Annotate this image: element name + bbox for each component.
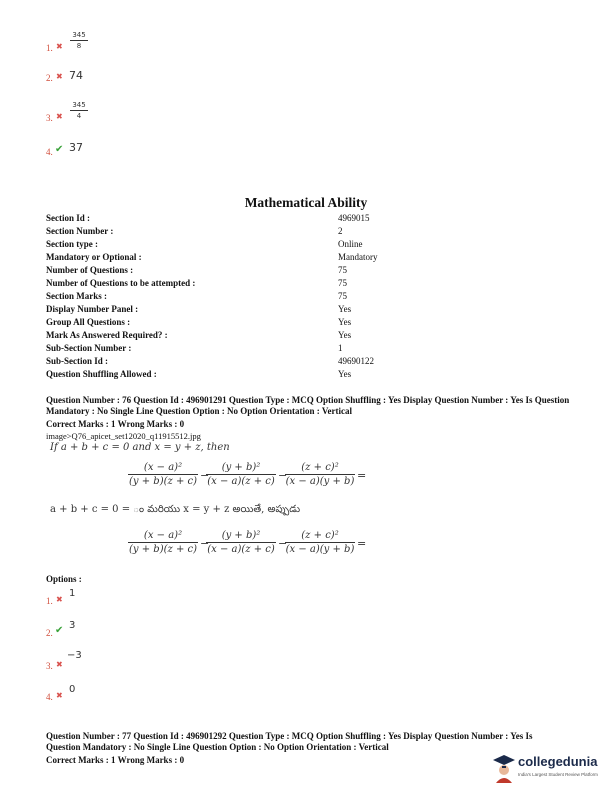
- fraction-term-2: [206, 530, 276, 555]
- option-value: 37: [69, 141, 83, 154]
- info-value: 4969015: [338, 213, 370, 223]
- fraction-term-1: [128, 462, 198, 487]
- option-number: 4.: [46, 147, 53, 157]
- fraction-term-2: [206, 462, 276, 487]
- minus-sign: −: [200, 469, 210, 482]
- denominator: (x − a)(z + c): [207, 476, 275, 487]
- question-marks: Correct Marks : 1 Wrong Marks : 0: [46, 755, 185, 765]
- question-image-label: image>Q76_apicet_set12020_q11915512.jpg: [46, 431, 201, 441]
- info-label: Section type :: [46, 239, 98, 249]
- info-label: Question Shuffling Allowed :: [46, 369, 157, 379]
- option-value: 1: [69, 588, 76, 599]
- info-label: Display Number Panel :: [46, 304, 139, 314]
- minus-sign: −: [278, 537, 288, 550]
- info-label: Sub-Section Id :: [46, 356, 109, 366]
- option-number: 2.: [46, 628, 53, 638]
- option-value: 3: [69, 620, 76, 631]
- fraction-denominator: 4: [76, 112, 82, 120]
- info-value: 49690122: [338, 356, 374, 366]
- info-value: 2: [338, 226, 343, 236]
- option-number: 2.: [46, 73, 53, 83]
- info-label: Section Id :: [46, 213, 91, 223]
- option-number: 4.: [46, 692, 53, 702]
- option-fraction: [70, 31, 88, 50]
- question-header: Question Number : 77 Question Id : 496901292 Question Type : MCQ Option Shuffling : Yes Display Question Number : Yes Is Question Mandatory : No Single Line Question Option : No Option Orientation : Vertical: [46, 731, 533, 752]
- numerator: (x − a)²: [143, 462, 183, 473]
- info-label: Mandatory or Optional :: [46, 252, 142, 262]
- info-label: Section Marks :: [46, 291, 107, 301]
- wrong-mark-icon: ✖: [56, 42, 63, 51]
- option-number: 1.: [46, 43, 53, 53]
- info-value: 75: [338, 265, 347, 275]
- info-value: Yes: [338, 330, 352, 340]
- option-value: 74: [69, 69, 83, 82]
- info-label: Group All Questions :: [46, 317, 131, 327]
- correct-mark-icon: ✔: [55, 625, 64, 636]
- info-value: Mandatory: [338, 252, 378, 262]
- info-value: 75: [338, 291, 347, 301]
- correct-mark-icon: ✔: [55, 144, 64, 155]
- question-intro-english: If a + b + c = 0 and x = y + z, then: [50, 442, 230, 453]
- denominator: (y + b)(z + c): [129, 544, 197, 555]
- numerator: (x − a)²: [143, 530, 183, 541]
- info-label: Section Number :: [46, 226, 114, 236]
- denominator: (x − a)(z + c): [207, 544, 275, 555]
- collegedunia-logo: [492, 750, 608, 788]
- wrong-mark-icon: ✖: [56, 112, 63, 121]
- question-intro-telugu: a + b + c = 0 = ం మరియు x = y + z అయితే, అప్పుడు: [50, 504, 301, 515]
- denominator: (x − a)(y + b): [285, 476, 355, 487]
- logo-name: collegedunia: [518, 754, 598, 769]
- equals-sign: =: [357, 469, 367, 482]
- minus-sign: −: [278, 469, 288, 482]
- numerator: (y + b)²: [221, 530, 261, 541]
- wrong-mark-icon: ✖: [56, 691, 63, 700]
- option-value: −3: [67, 650, 82, 661]
- fraction-term-3: [285, 530, 355, 555]
- minus-sign: −: [200, 537, 210, 550]
- wrong-mark-icon: ✖: [56, 72, 63, 81]
- info-value: Yes: [338, 317, 352, 327]
- option-number: 1.: [46, 596, 53, 606]
- numerator: (z + c)²: [301, 530, 339, 541]
- info-value: 75: [338, 278, 347, 288]
- denominator: (y + b)(z + c): [129, 476, 197, 487]
- denominator: (x − a)(y + b): [285, 544, 355, 555]
- option-number: 3.: [46, 113, 53, 123]
- equals-sign: =: [357, 537, 367, 550]
- numerator: (z + c)²: [301, 462, 339, 473]
- info-value: 1: [338, 343, 343, 353]
- question-marks: Correct Marks : 1 Wrong Marks : 0: [46, 419, 185, 429]
- option-value: 0: [69, 684, 76, 695]
- info-value: Online: [338, 239, 363, 249]
- fraction-numerator: 345: [72, 31, 86, 39]
- info-label: Number of Questions :: [46, 265, 134, 275]
- info-value: Yes: [338, 369, 352, 379]
- fraction-term-1: [128, 530, 198, 555]
- graduate-icon: [492, 753, 516, 783]
- info-label: Number of Questions to be attempted :: [46, 278, 196, 288]
- info-label: Sub-Section Number :: [46, 343, 132, 353]
- option-fraction: [70, 101, 88, 120]
- numerator: (y + b)²: [221, 462, 261, 473]
- logo-tagline: India's Largest Student Review Platform: [518, 772, 598, 777]
- fraction-term-3: [285, 462, 355, 487]
- wrong-mark-icon: ✖: [56, 660, 63, 669]
- info-label: Mark As Answered Required? :: [46, 330, 168, 340]
- fraction-denominator: 8: [76, 42, 82, 50]
- wrong-mark-icon: ✖: [56, 595, 63, 604]
- option-number: 3.: [46, 661, 53, 671]
- info-value: Yes: [338, 304, 352, 314]
- section-title: Mathematical Ability: [244, 195, 368, 210]
- options-label: Options :: [46, 574, 82, 584]
- question-header: Question Number : 76 Question Id : 496901291 Question Type : MCQ Option Shuffling : Yes Display Question Number : Yes Is Question Mandatory : No Single Line Question Option : No Option Orientation : Vertical: [46, 395, 570, 416]
- fraction-numerator: 345: [72, 101, 86, 109]
